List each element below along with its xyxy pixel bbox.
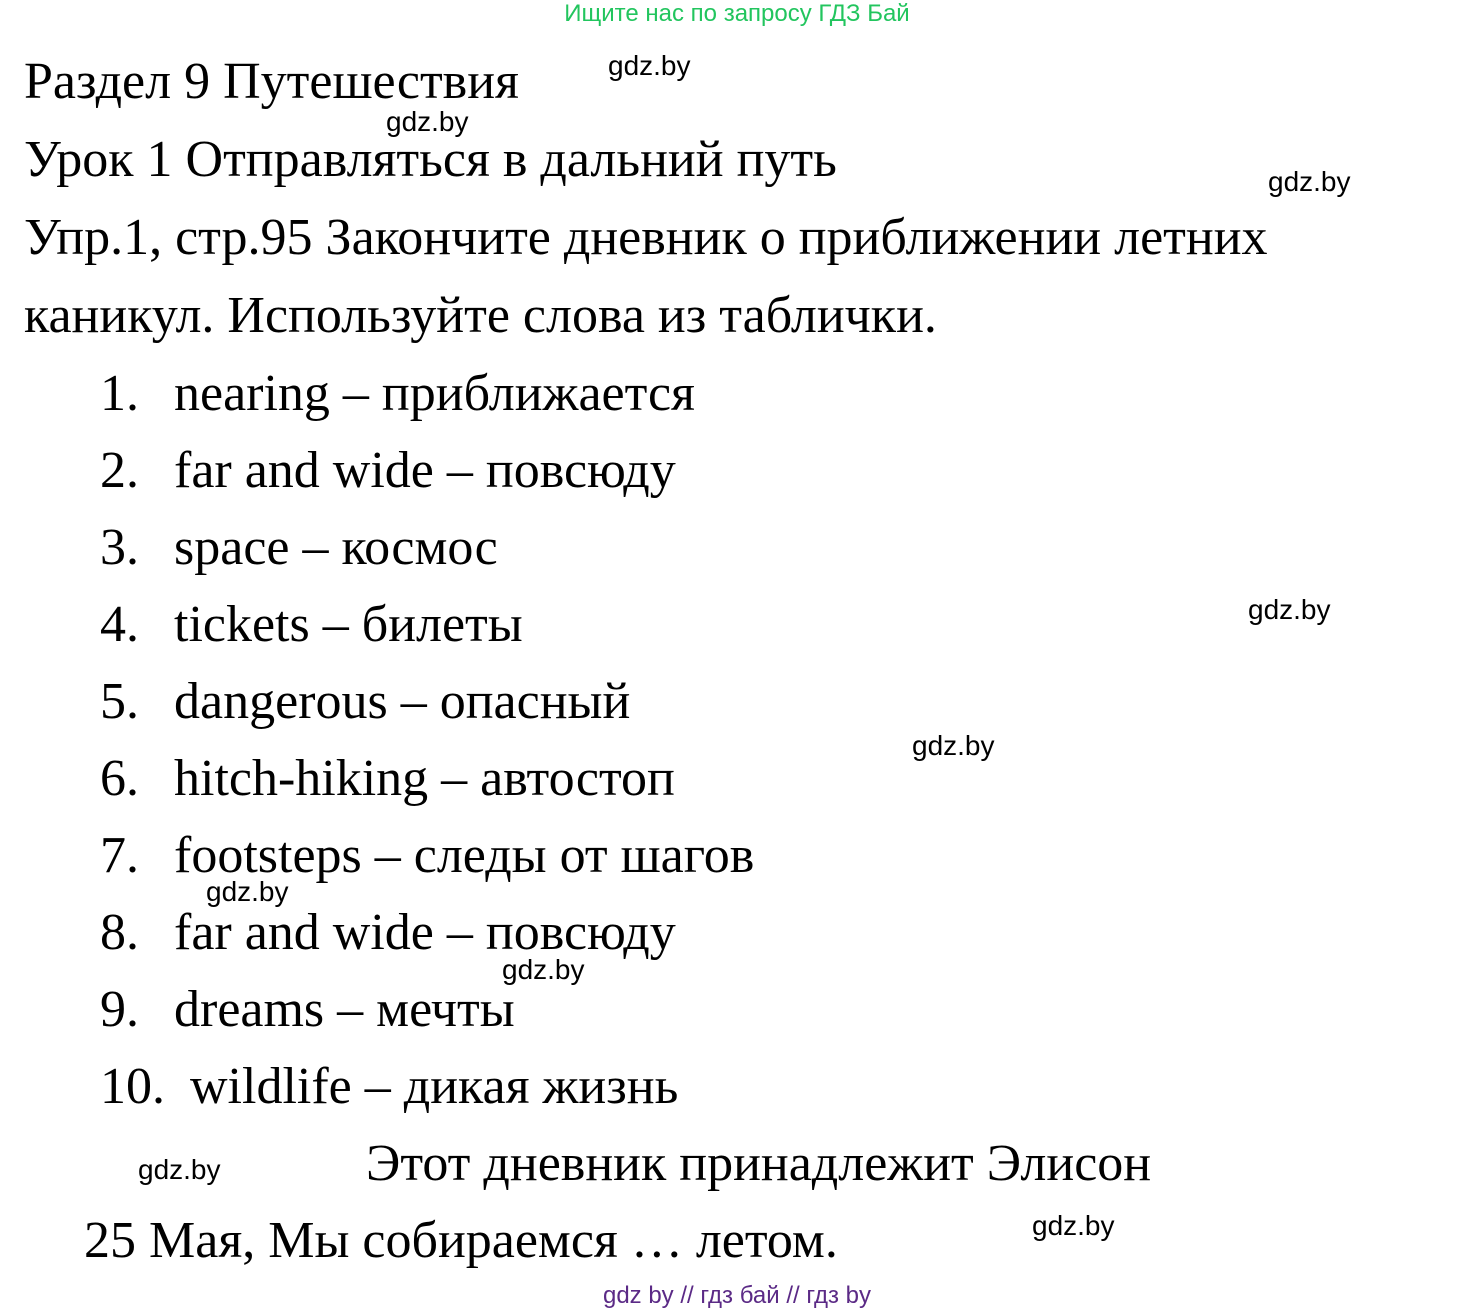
list-item-text: footsteps – следы от шагов bbox=[174, 827, 755, 884]
list-item-text: space – космос bbox=[174, 519, 498, 576]
list-item-number: 6. bbox=[100, 750, 139, 807]
list-item-text: far and wide – повсюду bbox=[174, 904, 676, 961]
list-item-number: 10. bbox=[100, 1058, 165, 1115]
diary-entry: 25 Мая, Мы собираемся … летом. bbox=[84, 1212, 838, 1269]
watermark: gdz.by bbox=[1268, 166, 1351, 197]
watermark: gdz.by bbox=[138, 1154, 221, 1185]
list-item-number: 8. bbox=[100, 904, 139, 961]
list-item-number: 2. bbox=[100, 442, 139, 499]
top-banner: Ищите нас по запросу ГДЗ Бай bbox=[564, 0, 910, 27]
watermark: gdz.by bbox=[1248, 594, 1331, 625]
list-item-number: 5. bbox=[100, 673, 139, 730]
watermark: gdz.by bbox=[502, 954, 585, 985]
watermark: gdz.by bbox=[386, 106, 469, 137]
list-item-text: tickets – билеты bbox=[174, 596, 523, 653]
list-item-number: 3. bbox=[100, 519, 139, 576]
list-item-text: far and wide – повсюду bbox=[174, 442, 676, 499]
bottom-banner: gdz by // гдз бай // гдз by bbox=[602, 1282, 872, 1309]
list-item-text: dreams – мечты bbox=[174, 981, 515, 1038]
list-item-text: nearing – приближается bbox=[174, 365, 695, 422]
watermark: gdz.by bbox=[912, 730, 995, 761]
list-item-text: dangerous – опасный bbox=[174, 673, 631, 730]
list-item-number: 9. bbox=[100, 981, 139, 1038]
task-text-line-2: каникул. Используйте слова из таблички. bbox=[24, 287, 937, 344]
lesson-title: Урок 1 Отправляться в дальний путь bbox=[24, 131, 837, 188]
watermark: gdz.by bbox=[608, 50, 691, 81]
list-item-number: 4. bbox=[100, 596, 139, 653]
list-item-text: hitch-hiking – автостоп bbox=[174, 750, 675, 807]
task-text-line-1: Упр.1, стр.95 Закончите дневник о приближении летних bbox=[24, 209, 1268, 266]
section-title: Раздел 9 Путешествия bbox=[24, 53, 519, 110]
diary-owner-heading: Этот дневник принадлежит Элисон bbox=[366, 1135, 1152, 1192]
watermark: gdz.by bbox=[206, 876, 289, 907]
watermark: gdz.by bbox=[1032, 1210, 1115, 1241]
list-item-text: wildlife – дикая жизнь bbox=[190, 1058, 679, 1115]
list-item-number: 7. bbox=[100, 827, 139, 884]
list-item-number: 1. bbox=[100, 365, 139, 422]
